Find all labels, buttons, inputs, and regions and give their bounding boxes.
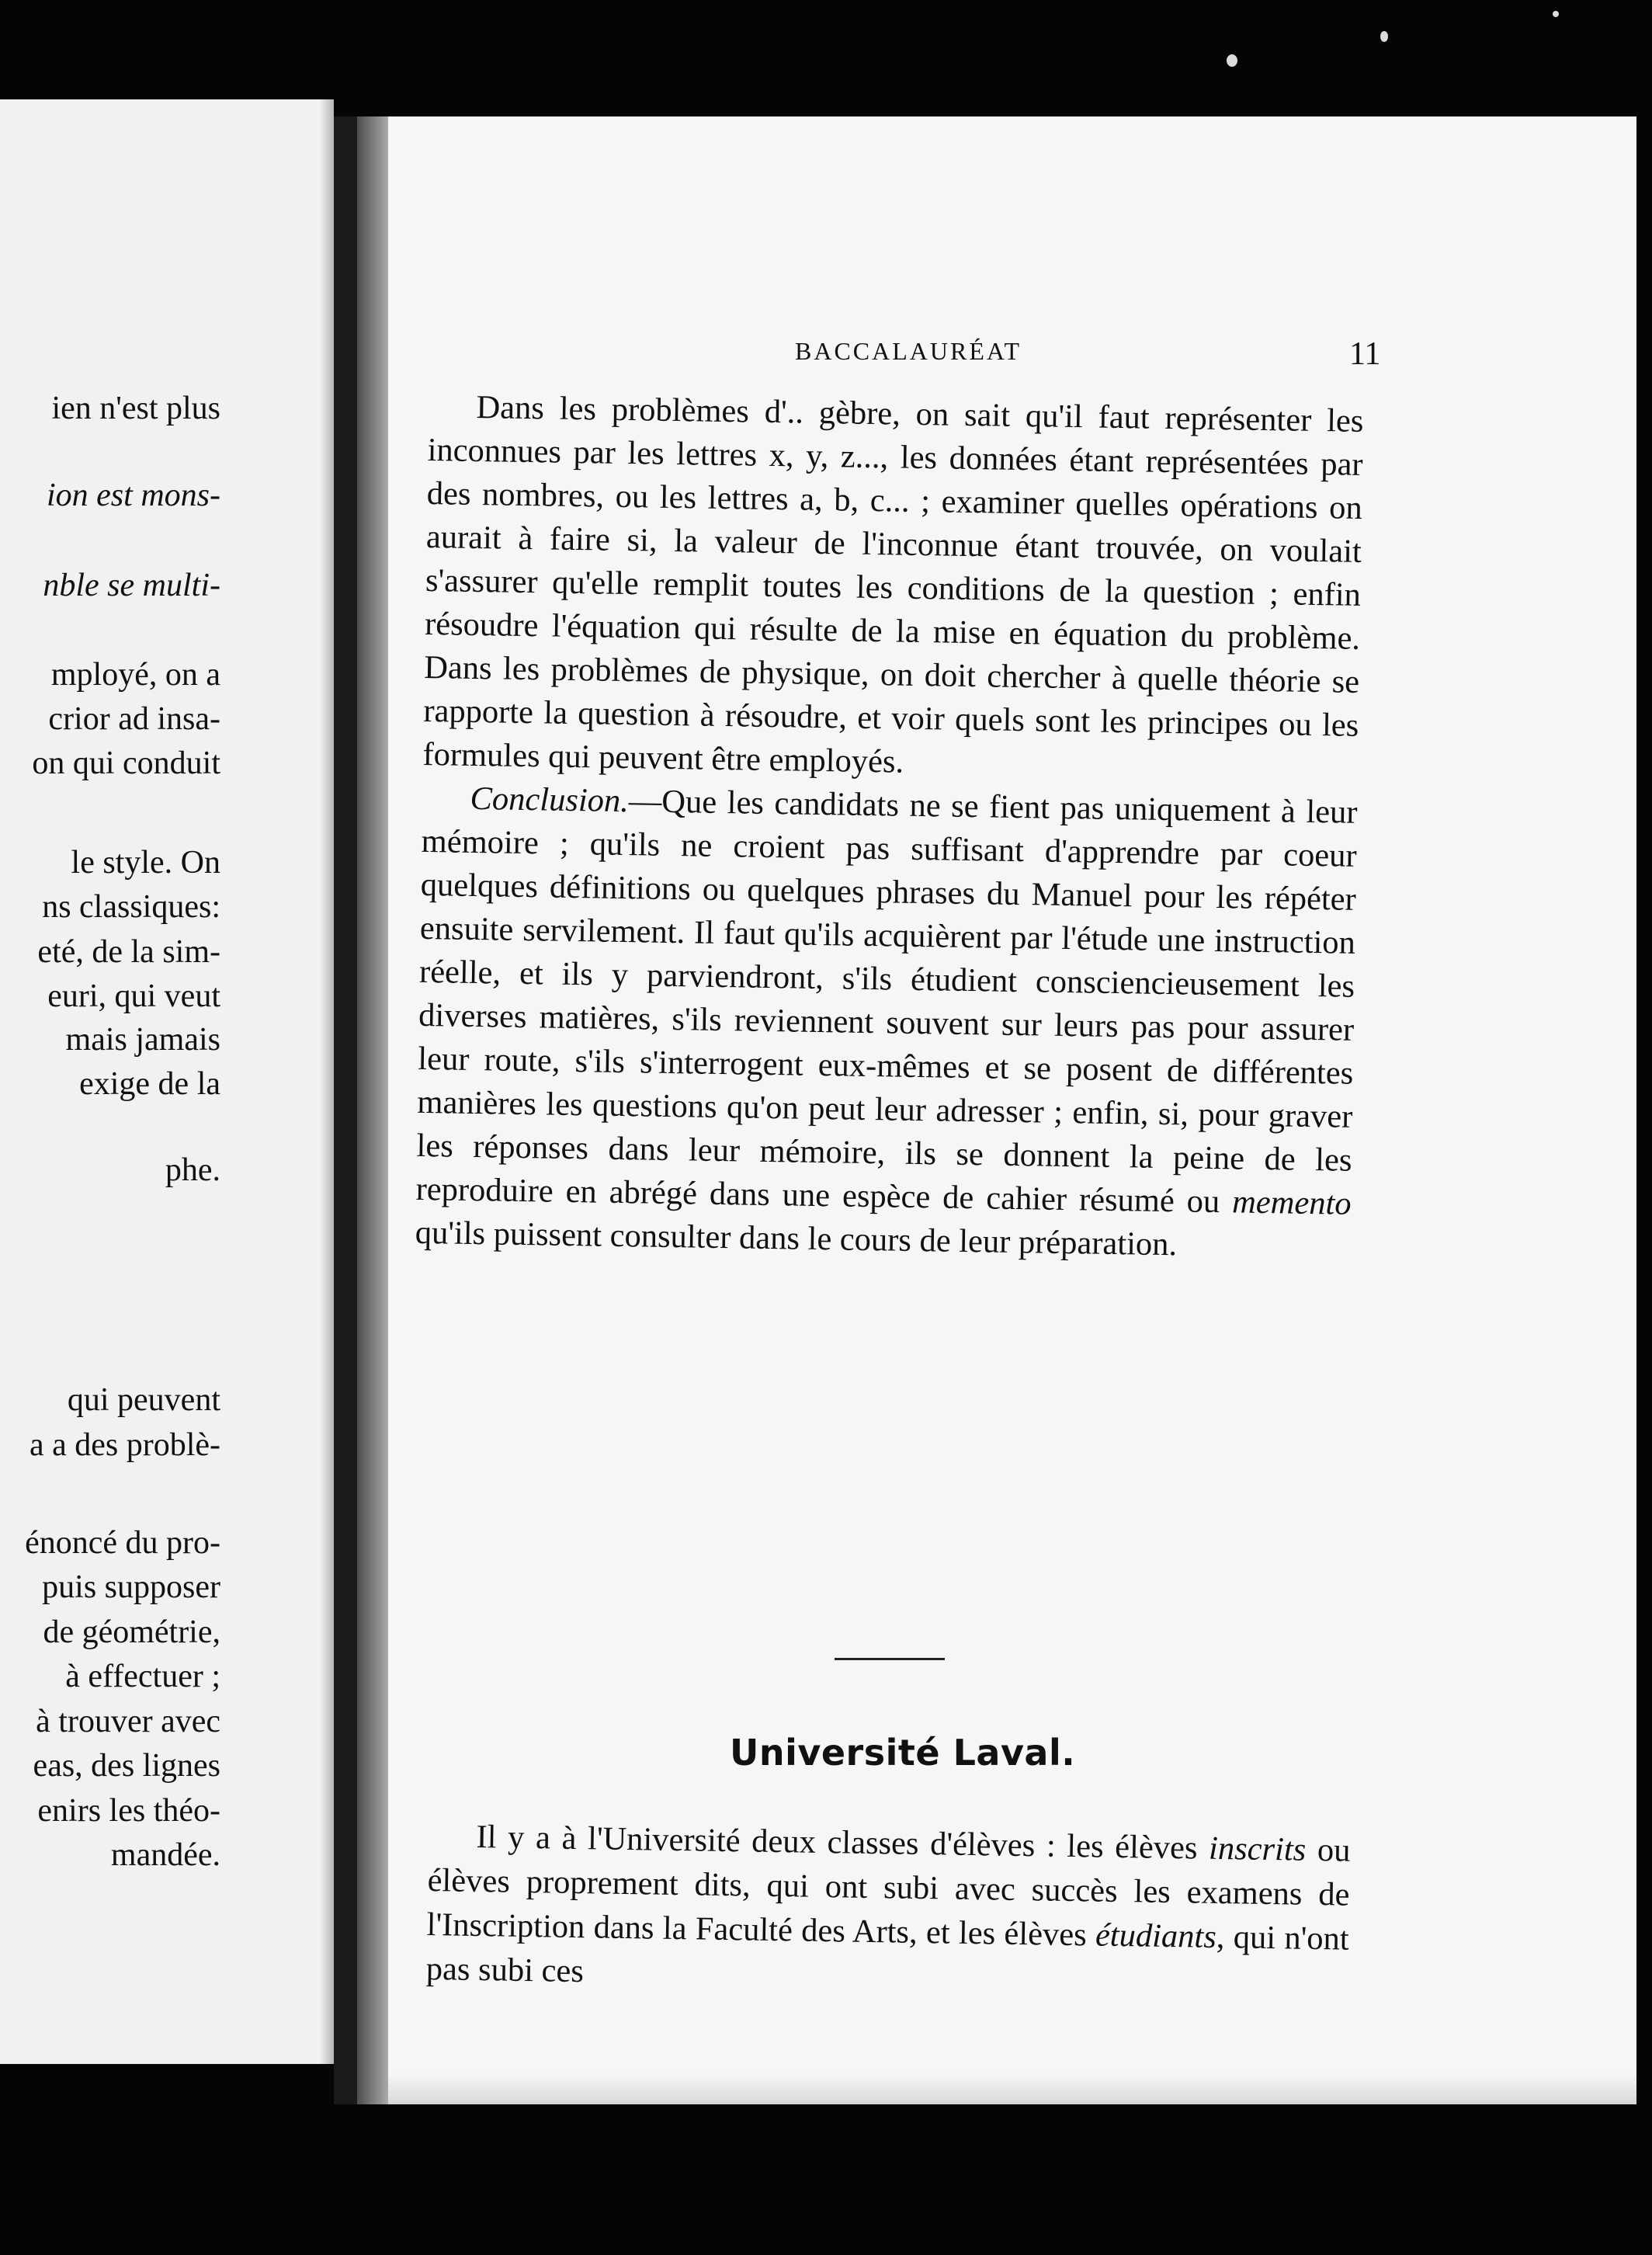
left-page-line: mais jamais xyxy=(65,1022,220,1058)
left-page-line: phe. xyxy=(165,1152,220,1188)
left-page-line: énoncé du pro- xyxy=(25,1525,220,1561)
left-page-line: à trouver avec xyxy=(36,1704,220,1739)
section-divider-rule xyxy=(835,1658,945,1660)
universite-text-c: , qui n'ont pas subi ces xyxy=(425,1918,1349,1990)
section-title: Université Laval. xyxy=(730,1732,1076,1774)
right-page xyxy=(388,116,1636,2104)
dust-speck xyxy=(1553,11,1559,17)
paragraph-universite xyxy=(425,1814,1350,2006)
universite-text-a: Il y a à l'Université deux classes d'élèves : les élèves xyxy=(476,1818,1210,1867)
left-page-line: eas, des lignes xyxy=(33,1748,220,1784)
conclusion-label: Conclusion. xyxy=(470,780,630,820)
etudiants-word: étudiants xyxy=(1095,1916,1217,1955)
left-page-line: a a des problè- xyxy=(29,1427,220,1463)
left-page-line: à effectuer ; xyxy=(65,1659,220,1694)
page-number: 11 xyxy=(1349,336,1381,372)
conclusion-text-a: —Que les candidats ne se fient pas uniquement à leur mémoire ; qu'ils ne croient pas suffisant d'apprendre par coeur quelques définitions ou quelques phrases du Manuel pour les répéter ensuite servilement. Il faut qu'ils acquièrent par l'étude une instruction réelle, et ils y parviendront, s'ils étudient consciencieusement les diverses matières, s'ils reviennent souvent sur leurs pas pour assurer leur route, s'ils s'interrogent eux-mêmes et se posent de différentes manières les questions qu'on peut leur adresser ; enfin, si, pour graver les réponses dans leur mémoire, ils se donnent la peine de les reproduire en abrégé dans une espèce de cahier résumé ou xyxy=(415,783,1358,1221)
left-page-line: ien n'est plus xyxy=(51,391,220,426)
left-page-line: de géométrie, xyxy=(43,1614,220,1650)
dust-speck xyxy=(1380,31,1388,42)
inscrits-word: inscrits xyxy=(1208,1829,1307,1868)
left-page-line: nble se multi- xyxy=(43,568,220,603)
left-page-line: puis supposer xyxy=(42,1569,220,1605)
left-page-line: on qui conduit xyxy=(32,745,220,781)
left-facing-page xyxy=(0,99,334,2064)
universite-text-b: ou élèves proprement dits, qui ont subi avec succès les examens de l'Inscription dans la Faculté des Arts, et les élèves xyxy=(426,1831,1351,1954)
memento-word: memento xyxy=(1231,1183,1352,1222)
section-body xyxy=(425,1814,1350,2006)
left-page-line: qui peuvent xyxy=(67,1382,220,1418)
left-page-line: exige de la xyxy=(79,1066,220,1102)
dust-speck xyxy=(1227,54,1237,67)
left-page-edge-shadow xyxy=(320,99,334,2064)
left-page-line: euri, qui veut xyxy=(47,978,220,1014)
left-page-line: eté, de la sim- xyxy=(37,934,220,970)
paragraph-conclusion xyxy=(415,777,1358,1270)
left-page-line: crior ad insa- xyxy=(48,701,220,737)
paragraph-problemes: Dans les problèmes d'.. gèbre, on sait qu'il faut représenter les inconnues par les lettres x, y, z..., les données étant représentées par des nombres, ou les lettres a, b, c... ; examiner quelles opérations on aurait à faire si, la valeur de l'inconnue étant trouvée, on voulait s'assurer qu'elle remplit toutes les conditions de la question ; enfin résoudre l'équation qui résulte de la mise en équation du problème. Dans les problèmes de physique, on doit chercher à quelle théorie se rapporte la question à résoudre, et voir quels sont les principes ou les formules qui peuvent être employés. xyxy=(422,388,1364,780)
left-page-line: le style. On xyxy=(71,845,220,881)
book-gutter xyxy=(334,116,357,2104)
left-page-line: ion est mons- xyxy=(47,478,220,513)
left-page-line: enirs les théo- xyxy=(37,1793,220,1829)
left-page-line: ns classiques: xyxy=(42,889,220,925)
page-bottom-shadow xyxy=(388,2073,1636,2104)
left-page-line: mployé, on a xyxy=(50,657,220,693)
left-page-line: mandée. xyxy=(110,1837,220,1873)
conclusion-text-b: qu'ils puissent consulter dans le cours de leur préparation. xyxy=(415,1214,1178,1263)
running-head: BACCALAURÉAT xyxy=(795,337,1022,365)
body-text xyxy=(415,385,1363,1270)
